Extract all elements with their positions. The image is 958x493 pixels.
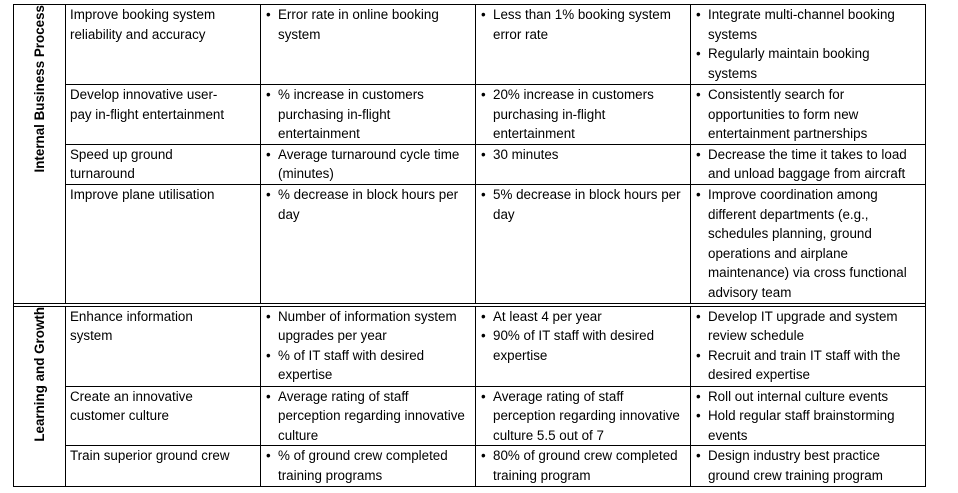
perspective-cell-internal-business-process	[14, 5, 66, 304]
table-row	[14, 386, 926, 446]
balanced-scorecard-table	[13, 4, 926, 487]
perspective-label: Internal Business Process	[32, 5, 48, 173]
perspective-label: Learning and Growth	[32, 306, 48, 442]
balanced-scorecard-document	[13, 4, 926, 487]
table-row	[14, 85, 926, 145]
initiative-item: • Recruit and train IT staff with the desired expertise	[695, 346, 922, 385]
measure-cell	[261, 144, 476, 184]
objective-cell	[66, 85, 261, 145]
table-row	[14, 184, 926, 303]
target-item: • 5% decrease in block hours per day	[480, 185, 687, 224]
target-item: • 20% increase in customers purchasing in-flight entertainment	[480, 85, 687, 144]
initiative-item: • Regularly maintain booking systems	[695, 44, 922, 83]
objective-cell	[66, 446, 261, 487]
table-row	[14, 446, 926, 487]
target-cell	[476, 306, 691, 386]
initiative-item: • Consistently search for opportunities to form new entertainment partnerships	[695, 85, 922, 144]
initiative-item: • Hold regular staff brainstorming events	[695, 406, 922, 445]
objective-cell	[66, 386, 261, 446]
measure-item: • Average rating of staff perception regarding innovative culture	[265, 387, 472, 446]
measure-cell	[261, 184, 476, 303]
measure-item: • % of ground crew completed training programs	[265, 446, 472, 485]
measure-cell	[261, 446, 476, 487]
initiative-item: • Improve coordination among different departments (e.g., schedules planning, ground operations and airplane maintenance) via cross functional advisory team	[695, 185, 922, 303]
measure-item: • % increase in customers purchasing in-flight entertainment	[265, 85, 472, 144]
target-item: • 80% of ground crew completed training program	[480, 446, 687, 485]
initiative-item: • Integrate multi-channel booking systems	[695, 5, 922, 44]
initiative-item: • Develop IT upgrade and system review schedule	[695, 307, 922, 346]
initiative-item: • Decrease the time it takes to load and unload baggage from aircraft	[695, 145, 922, 184]
target-cell	[476, 386, 691, 446]
objective-cell	[66, 184, 261, 303]
measure-item: • % decrease in block hours per day	[265, 185, 472, 224]
target-cell	[476, 446, 691, 487]
measure-cell	[261, 306, 476, 386]
target-item: • At least 4 per year	[480, 307, 687, 327]
objective-cell	[66, 5, 261, 85]
measure-item: • Error rate in online booking system	[265, 5, 472, 44]
measure-item: • Number of information system upgrades per year	[265, 307, 472, 346]
target-cell	[476, 184, 691, 303]
target-cell	[476, 85, 691, 145]
table-row	[14, 144, 926, 184]
objective-text: Develop innovative user- pay in-flight entertainment	[70, 87, 225, 122]
perspective-cell-learning-and-growth	[14, 306, 66, 487]
target-item: • Average rating of staff perception regarding innovative culture 5.5 out of 7	[480, 387, 687, 446]
target-item: • Less than 1% booking system error rate	[480, 5, 687, 44]
table-row	[14, 306, 926, 386]
measure-item: • % of IT staff with desired expertise	[265, 346, 472, 385]
objective-text: Enhance information system	[70, 308, 193, 344]
objective-text: Improve plane utilisation	[70, 186, 215, 202]
measure-cell	[261, 85, 476, 145]
objective-cell	[66, 144, 261, 184]
measure-cell	[261, 386, 476, 446]
initiative-cell	[691, 144, 926, 184]
measure-item: • Average turnaround cycle time (minutes)	[265, 145, 472, 184]
initiative-cell	[691, 386, 926, 446]
target-item: • 30 minutes	[480, 145, 687, 165]
initiative-item: • Roll out internal culture events	[695, 387, 922, 407]
initiative-cell	[691, 85, 926, 145]
objective-text: Create an innovative customer culture	[70, 388, 193, 424]
objective-text: Improve booking system reliability and accuracy	[70, 7, 216, 42]
initiative-cell	[691, 5, 926, 85]
initiative-cell	[691, 306, 926, 386]
initiative-cell	[691, 184, 926, 303]
objective-text: Train superior ground crew	[70, 448, 230, 464]
measure-cell	[261, 5, 476, 85]
initiative-cell	[691, 446, 926, 487]
objective-text: Speed up ground turnaround	[70, 146, 173, 182]
target-item: • 90% of IT staff with desired expertise	[480, 326, 687, 365]
initiative-item: • Design industry best practice ground crew training program	[695, 446, 922, 485]
table-row	[14, 5, 926, 85]
target-cell	[476, 144, 691, 184]
target-cell	[476, 5, 691, 85]
objective-cell	[66, 306, 261, 386]
